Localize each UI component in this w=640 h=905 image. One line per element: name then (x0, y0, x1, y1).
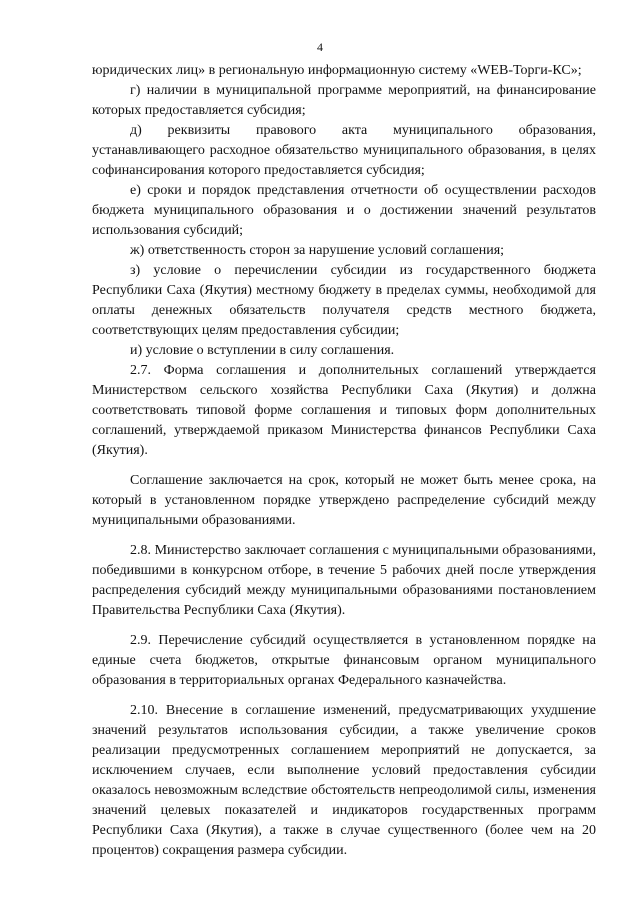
paragraph-agreement-term: Соглашение заключается на срок, который не может быть менее срока, на который в установленном порядке утверждено распределение субсидий между муниципальными образованиями. (92, 473, 596, 528)
paragraph-2-7: 2.7. Форма соглашения и дополнительных соглашений утверждается Министерством сельского хозяйства Республики Саха (Якутия) и должна соответствовать типовой форме соглашения и типовых форм дополнительных соглашений, утверждаемой приказом Министерства финансов Республики Саха (Якутия). (92, 363, 596, 458)
paragraph-item-e: е) сроки и порядок представления отчетности об осуществлении расходов бюджета муниципального образования и о достижении значений результатов использования субсидий; (92, 183, 596, 238)
paragraph-item-d: д) реквизиты правового акта муниципального образования, устанавливающего расходное обязательство муниципального образования, в целях софинансирования которого предоставляется субсидия; (92, 123, 596, 178)
paragraph-2-8: 2.8. Министерство заключает соглашения с муниципальными образованиями, победившими в конкурсном отборе, в течение 5 рабочих дней после утверждения распределения субсидий между муниципальными образованиями постановлением Правительства Республики Саха (Якутия). (92, 543, 596, 618)
paragraph-item-z: з) условие о перечислении субсидии из государственного бюджета Республики Саха (Якутия) местному бюджету в пределах суммы, необходимой для оплаты денежных обязательств получателя средств местного бюджета, соответствующих целям предоставления субсидии; (92, 263, 596, 338)
paragraph-2-9: 2.9. Перечисление субсидий осуществляется в установленном порядке на единые счета бюджетов, открытые финансовым органом муниципального образования в территориальных органах Федерального казначейства. (92, 633, 596, 688)
paragraph-continuation: юридических лиц» в региональную информационную систему «WEB-Торги-КС»; (92, 63, 582, 78)
paragraph-2-10: 2.10. Внесение в соглашение изменений, предусматривающих ухудшение значений результатов использования субсидии, а также увеличение сроков реализации предусмотренных соглашением мероприятий не допускается, за исключением случаев, если выполнение условий предоставления субсидии оказалось невозможным вследствие обстоятельств непреодолимой силы, изменения значений целевых показателей и индикаторов государственных программ Республики Саха (Якутия), а также в случае существенного (более чем на 20 процентов) сокращения размера субсидии. (92, 703, 596, 858)
document-body (92, 61, 596, 861)
page-number: 4 (317, 40, 323, 54)
paragraph-item-i: и) условие о вступлении в силу соглашения. (130, 343, 395, 358)
paragraph-item-zh: ж) ответственность сторон за нарушение условий соглашения; (130, 243, 505, 258)
paragraph-item-g: г) наличии в муниципальной программе мероприятий, на финансирование которых предоставляется субсидия; (92, 83, 596, 118)
